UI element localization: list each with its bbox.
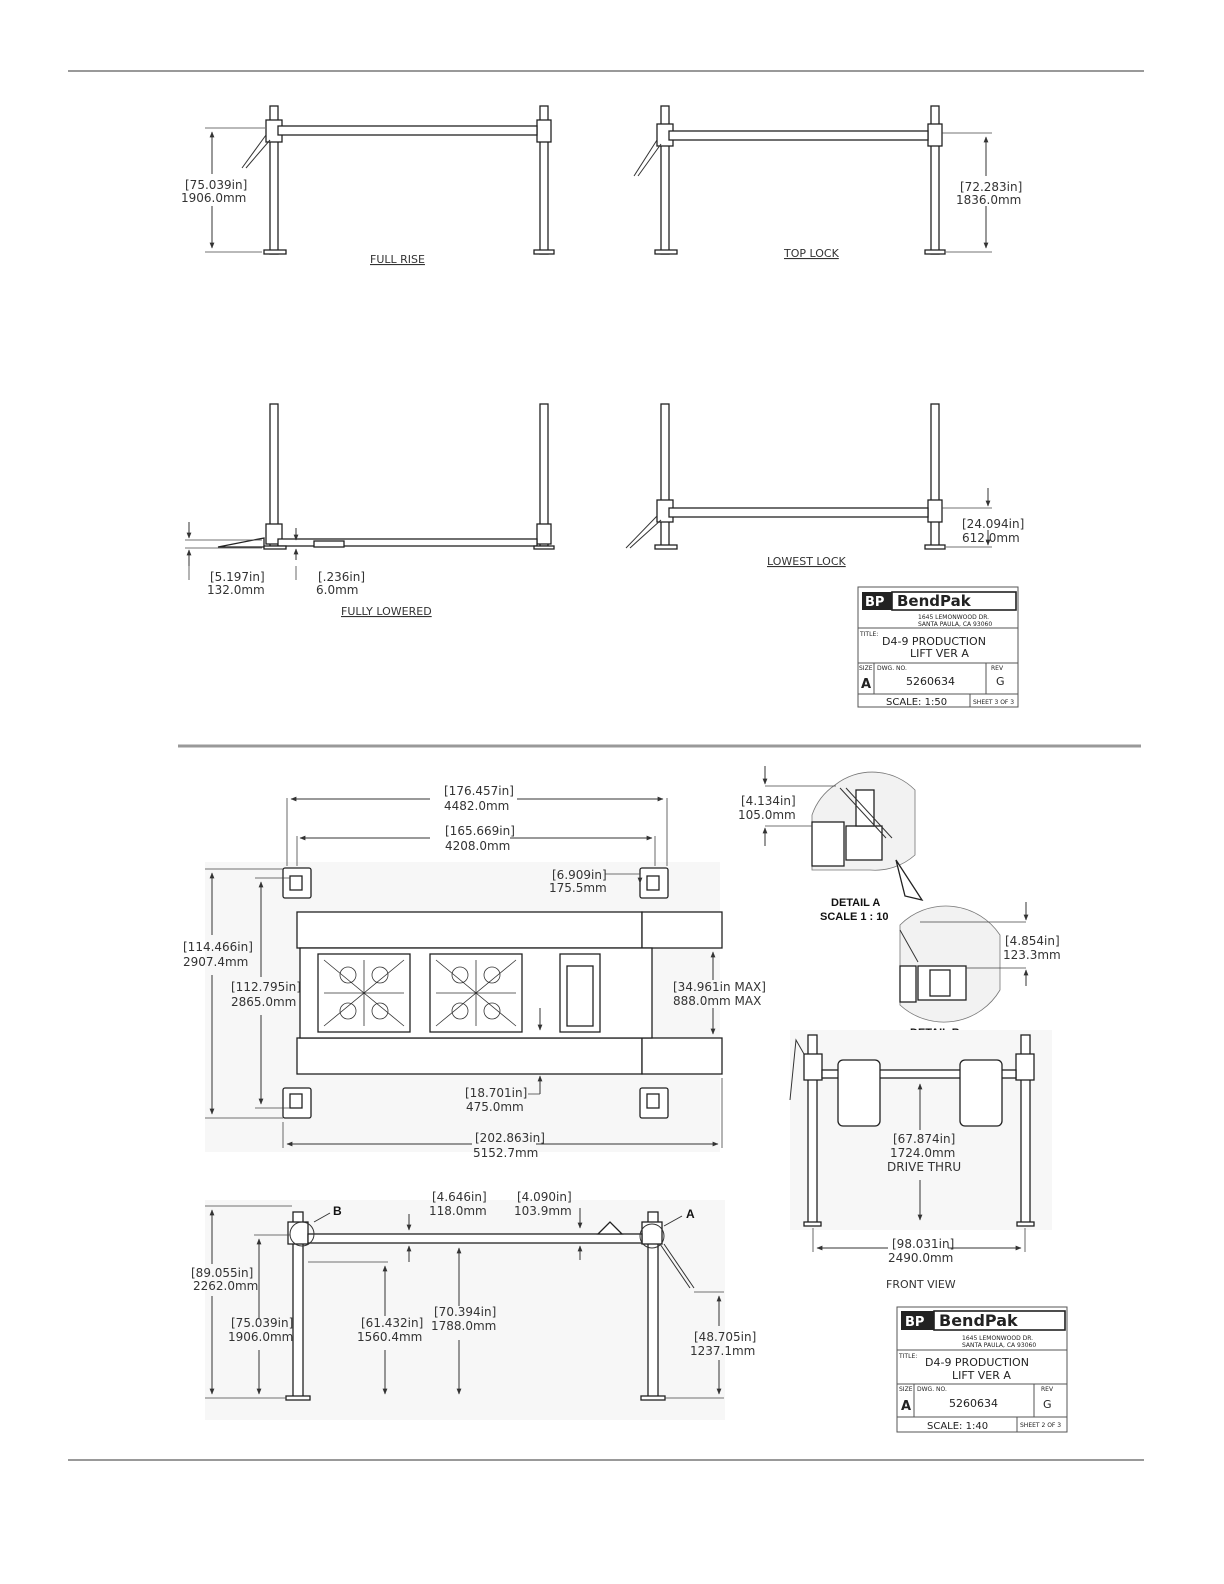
top-lock-dim-mm: 1836.0mm (956, 193, 1022, 207)
detail-b-dim-in: [4.854in] (1005, 934, 1060, 948)
sheet2-title1: D4-9 PRODUCTION (925, 1356, 1029, 1369)
sheet2-title2: LIFT VER A (952, 1369, 1011, 1382)
sheet3-title-label: TITLE: (860, 631, 879, 638)
sheet2-address2: SANTA PAULA, CA 93060 (962, 1342, 1037, 1349)
top-lock-dim-in: [72.283in] (960, 180, 1023, 194)
sheet3-address1: 1645 LEMONWOOD DR. (918, 614, 990, 621)
sheet2-dwg: 5260634 (949, 1397, 998, 1410)
sheet2-dwg-label: DWG. NO. (917, 1386, 947, 1393)
side-view-label-b: B (333, 1204, 342, 1218)
side-view-d3-in: [89.055in] (191, 1266, 254, 1280)
sheet3-sheet: SHEET 3 OF 3 (973, 699, 1015, 706)
detail-b-dim-mm: 123.3mm (1003, 948, 1061, 962)
sheet3-size-label: SIZE (859, 665, 873, 672)
lowest-lock-view (626, 404, 992, 549)
top-lock-caption: TOP LOCK (784, 247, 839, 260)
sheet3-dwg: 5260634 (906, 675, 955, 688)
top-view-d6-mm: 888.0mm MAX (673, 994, 762, 1008)
front-view-d1-in: [67.874in] (893, 1132, 956, 1146)
top-view-d7-in: [18.701in] (465, 1086, 528, 1100)
sheet3-rev-label: REV (991, 665, 1004, 672)
sheet2-title-label: TITLE: (899, 1353, 918, 1360)
sheet3-scale: SCALE: 1:50 (886, 697, 948, 708)
detail-b-view (900, 902, 1026, 1022)
top-view-d6-in: [34.961in MAX] (673, 980, 766, 994)
side-view-d2-mm: 103.9mm (514, 1204, 572, 1218)
top-view-d8-in: [202.863in] (475, 1131, 545, 1145)
side-view-d4-in: [75.039in] (231, 1316, 294, 1330)
sheet2-size-label: SIZE (899, 1386, 913, 1393)
side-view-d3-mm: 2262.0mm (193, 1279, 259, 1293)
detail-a-label: DETAIL A (831, 897, 881, 909)
front-view-d2-in: [98.031in] (892, 1237, 955, 1251)
sheet3-address2: SANTA PAULA, CA 93060 (918, 621, 993, 628)
top-lock-view (634, 106, 992, 254)
full-rise-dim-in: [75.039in] (185, 178, 248, 192)
top-view-d4-in: [114.466in] (183, 940, 253, 954)
side-view-d6-in: [70.394in] (434, 1305, 497, 1319)
full-rise-caption: FULL RISE (370, 253, 425, 266)
sheet3-logo: BP (865, 595, 885, 610)
fully-lowered-dim1-mm: 132.0mm (207, 583, 265, 597)
sheet2-rev-label: REV (1041, 1386, 1054, 1393)
side-view-d4-mm: 1906.0mm (228, 1330, 294, 1344)
sheet3-size: A (861, 677, 872, 692)
sheet3-title2: LIFT VER A (910, 647, 969, 660)
sheet2-size: A (901, 1399, 912, 1414)
top-view-d8-mm: 5152.7mm (473, 1146, 539, 1160)
side-view-d6-mm: 1788.0mm (431, 1319, 497, 1333)
fully-lowered-dim2-in: [.236in] (318, 570, 366, 584)
sheet3-rev: G (996, 675, 1005, 688)
side-view-label-a: A (686, 1207, 695, 1221)
front-view-d2-mm: 2490.0mm (888, 1251, 954, 1265)
front-view-caption: FRONT VIEW (886, 1278, 956, 1291)
side-view-d7-mm: 1237.1mm (690, 1344, 756, 1358)
top-view-d2-mm: 4208.0mm (445, 839, 511, 853)
front-view-d1-mm: 1724.0mm (890, 1146, 956, 1160)
front-view-d1-note: DRIVE THRU (887, 1160, 962, 1174)
fully-lowered-caption: FULLY LOWERED (341, 605, 432, 618)
sheet2-sheet: SHEET 2 OF 3 (1020, 1422, 1062, 1429)
lowest-lock-dim-mm: 612.0mm (962, 531, 1020, 545)
full-rise-view (205, 106, 554, 254)
fully-lowered-dim1-in: [5.197in] (210, 570, 265, 584)
sheet2-logo: BP (905, 1315, 925, 1330)
fully-lowered-dim2-mm: 6.0mm (316, 583, 359, 597)
side-view-d1-in: [4.646in] (432, 1190, 487, 1204)
sheet3-brand: BendPak (897, 592, 971, 610)
side-view-d2-in: [4.090in] (517, 1190, 572, 1204)
top-view-d7-mm: 475.0mm (466, 1100, 524, 1114)
top-view-d3-mm: 175.5mm (549, 881, 607, 895)
sheet2-scale: SCALE: 1:40 (927, 1421, 989, 1432)
top-view-d3-in: [6.909in] (552, 868, 607, 882)
detail-a-dim-mm: 105.0mm (738, 808, 796, 822)
lowest-lock-dim-in: [24.094in] (962, 517, 1025, 531)
top-view-d1-in: [176.457in] (444, 784, 514, 798)
sheet2-rev: G (1043, 1398, 1052, 1411)
top-view-d5-mm: 2865.0mm (231, 995, 297, 1009)
fully-lowered-view (185, 404, 554, 580)
side-view-d5-mm: 1560.4mm (357, 1330, 423, 1344)
top-view-d1-mm: 4482.0mm (444, 799, 510, 813)
sheet3-title1: D4-9 PRODUCTION (882, 635, 986, 648)
top-view-d4-mm: 2907.4mm (183, 955, 249, 969)
detail-a-view (765, 766, 922, 900)
full-rise-dim-mm: 1906.0mm (181, 191, 247, 205)
top-view-d5-in: [112.795in] (231, 980, 301, 994)
side-view-d5-in: [61.432in] (361, 1316, 424, 1330)
sheet2-address1: 1645 LEMONWOOD DR. (962, 1335, 1034, 1342)
detail-a-dim-in: [4.134in] (741, 794, 796, 808)
sheet3-dwg-label: DWG. NO. (877, 665, 907, 672)
side-view-d1-mm: 118.0mm (429, 1204, 487, 1218)
detail-a-scale: SCALE 1 : 10 (820, 911, 889, 923)
lowest-lock-caption: LOWEST LOCK (767, 555, 846, 568)
side-view-d7-in: [48.705in] (694, 1330, 757, 1344)
sheet2-brand: BendPak (939, 1311, 1018, 1330)
top-view-d2-in: [165.669in] (445, 824, 515, 838)
